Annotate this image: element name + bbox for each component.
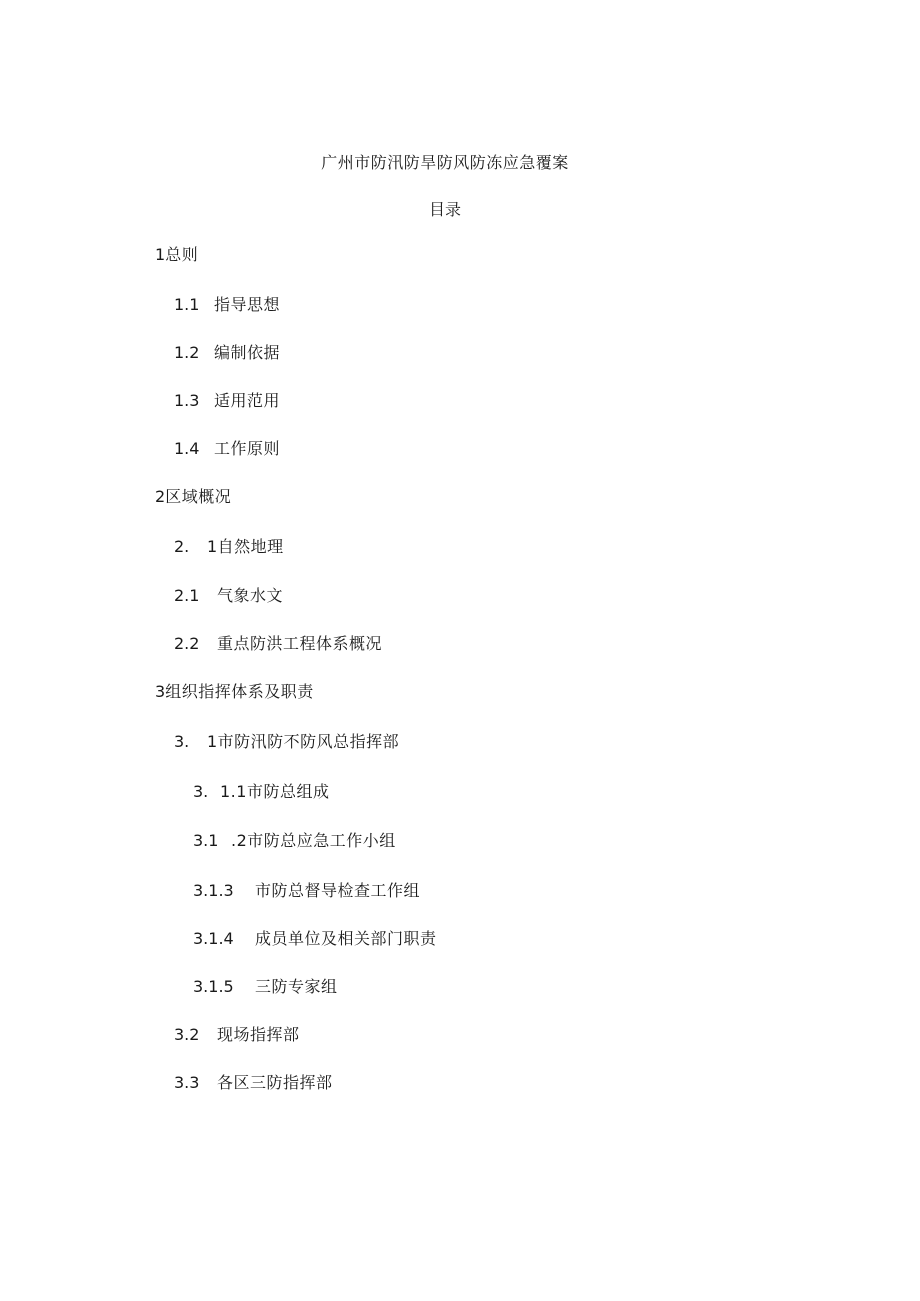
toc-text: 1市防汛防不防风总指挥部	[207, 732, 400, 751]
toc-text: 重点防洪工程体系概况	[217, 634, 383, 653]
toc-text: 组织指挥体系及职责	[165, 682, 314, 701]
toc-number: 1.2	[174, 343, 200, 362]
toc-entry	[193, 977, 338, 997]
toc-text: 各区三防指挥部	[217, 1073, 333, 1092]
toc-text: .2市防总应急工作小组	[231, 831, 396, 850]
toc-entry	[174, 439, 280, 459]
toc-number: 2.2	[174, 634, 200, 653]
toc-entry	[174, 537, 284, 557]
toc-text: 现场指挥部	[217, 1025, 300, 1044]
toc-number: 1.3	[174, 391, 200, 410]
toc-number: 2.1	[174, 586, 200, 605]
toc-entry	[193, 782, 329, 802]
toc-entry	[193, 881, 420, 901]
toc-text: 总则	[165, 245, 199, 264]
toc-number: 3.	[193, 782, 209, 801]
toc-number: 3.	[174, 732, 190, 751]
toc-number: 3.1.4	[193, 929, 234, 948]
toc-entry	[174, 1073, 333, 1093]
toc-number: 3.1	[193, 831, 219, 850]
toc-text: 指导思想	[214, 295, 281, 314]
toc-number: 3	[155, 682, 166, 701]
toc-text: 区域概况	[165, 487, 232, 506]
toc-text: 气象水文	[217, 586, 284, 605]
toc-number: 1	[155, 245, 166, 264]
toc-entry	[174, 295, 280, 315]
toc-number: 1.1	[174, 295, 200, 314]
toc-text: 编制依据	[214, 343, 281, 362]
toc-entry	[193, 929, 437, 949]
toc-text: 三防专家组	[255, 977, 338, 996]
toc-text: 工作原则	[214, 439, 281, 458]
toc-entry	[174, 732, 399, 752]
toc-entry	[174, 343, 280, 363]
toc-number: 3.2	[174, 1025, 200, 1044]
toc-entry	[174, 634, 382, 654]
toc-number: 3.3	[174, 1073, 200, 1092]
toc-text: 适用范用	[214, 391, 281, 410]
toc-entry	[155, 682, 314, 702]
toc-entry	[155, 487, 231, 507]
toc-text: 1自然地理	[207, 537, 284, 556]
toc-entry	[174, 391, 280, 411]
toc-entry	[155, 245, 198, 265]
toc-heading: 目录	[428, 200, 461, 219]
toc-text: 成员单位及相关部门职责	[255, 929, 437, 948]
document-title: 广州市防汛防旱防风防冻应急覆案	[321, 153, 569, 172]
toc-number: 2	[155, 487, 166, 506]
toc-entry	[174, 586, 283, 606]
toc-number: 3.1.3	[193, 881, 234, 900]
toc-text: 1.1市防总组成	[220, 782, 330, 801]
toc-entry	[174, 1025, 300, 1045]
toc-number: 3.1.5	[193, 977, 234, 996]
toc-number: 2.	[174, 537, 190, 556]
toc-text: 市防总督导检查工作组	[255, 881, 421, 900]
toc-entry	[193, 831, 396, 851]
toc-number: 1.4	[174, 439, 200, 458]
